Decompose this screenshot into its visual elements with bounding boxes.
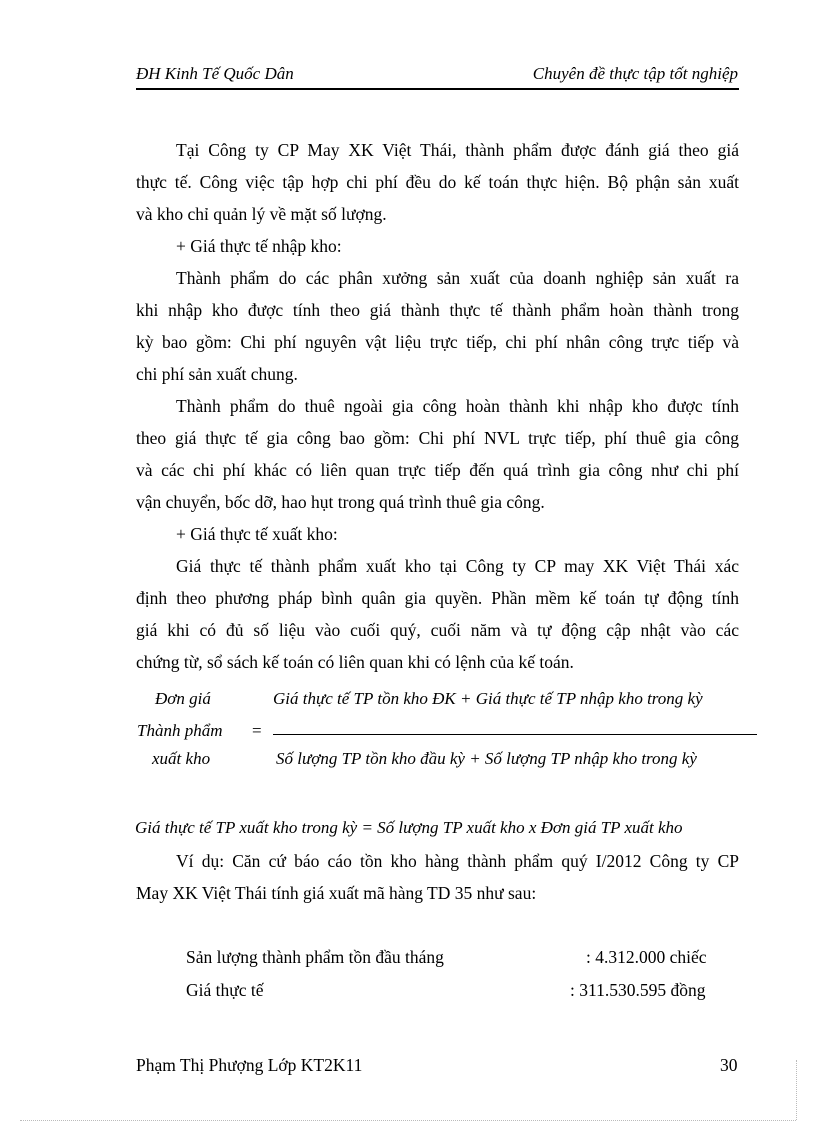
row-value: : 4.312.000 chiếc <box>586 947 707 967</box>
row-label: Sản lượng thành phẩm tồn đầu tháng <box>186 947 444 967</box>
body-line: kỳ bao gồm: Chi phí nguyên vật liệu trực tiếp, chi phí nhân công trực tiếp và <box>136 332 739 352</box>
body-line: chi phí sản xuất chung. <box>136 364 298 384</box>
body-line: giá khi có đủ số liệu vào cuối quý, cuối năm và tự động cập nhật vào các <box>136 620 739 640</box>
fraction-bar <box>273 734 757 735</box>
page-header-left: ĐH Kinh Tế Quốc Dân <box>136 64 294 83</box>
example-line: Ví dụ: Căn cứ báo cáo tồn kho hàng thành phẩm quý I/2012 Công ty CP <box>176 851 739 871</box>
formula-equals: = <box>252 721 262 740</box>
formula-lhs-line3: xuất kho <box>152 749 211 768</box>
body-line: + Giá thực tế xuất kho: <box>176 524 338 544</box>
page-number: 30 <box>720 1055 738 1075</box>
formula-numerator: Giá thực tế TP tồn kho ĐK + Giá thực tế TP nhập kho trong kỳ <box>273 689 703 708</box>
body-line: khi nhập kho được tính theo giá thành thực tế thành phẩm hoàn thành trong <box>136 300 739 320</box>
formula-lhs-line1: Đơn giá <box>155 689 211 708</box>
row-label: Giá thực tế <box>186 980 264 1000</box>
body-line: Giá thực tế thành phẩm xuất kho tại Công ty CP may XK Việt Thái xác <box>176 556 739 576</box>
footer-author: Phạm Thị Phượng Lớp KT2K11 <box>136 1055 363 1075</box>
page-edge-dots-vertical <box>796 1060 797 1120</box>
formula-denominator: Số lượng TP tồn kho đầu kỳ + Số lượng TP nhập kho trong kỳ <box>276 749 697 768</box>
body-line: + Giá thực tế nhập kho: <box>176 236 342 256</box>
example-line: May XK Việt Thái tính giá xuất mã hàng TD 35 như sau: <box>136 883 537 903</box>
page-header-right: Chuyên đề thực tập tốt nghiệp <box>532 64 738 83</box>
body-line: và kho chỉ quản lý về mặt số lượng. <box>136 204 387 224</box>
formula-lhs-line2: Thành phẩm <box>137 721 223 740</box>
row-value: : 311.530.595 đồng <box>570 980 706 1000</box>
formula-issue-price: Giá thực tế TP xuất kho trong kỳ = Số lượng TP xuất kho x Đơn giá TP xuất kho <box>135 818 683 837</box>
header-rule <box>136 88 739 90</box>
body-line: vận chuyển, bốc dỡ, hao hụt trong quá trình thuê gia công. <box>136 492 545 512</box>
body-line: chứng từ, sổ sách kế toán có liên quan khi có lệnh của kế toán. <box>136 652 574 672</box>
body-line: theo giá thực tế gia công bao gồm: Chi phí NVL trực tiếp, phí thuê gia công <box>136 428 739 448</box>
body-line: thực tế. Công việc tập hợp chi phí đều do kế toán thực hiện. Bộ phận sản xuất <box>136 172 739 192</box>
body-line: Thành phẩm do các phân xưởng sản xuất của doanh nghiệp sản xuất ra <box>176 268 739 288</box>
page-edge-dots <box>20 1120 796 1121</box>
body-line: định theo phương pháp bình quân gia quyền. Phần mềm kế toán tự động tính <box>136 588 739 608</box>
body-line: Tại Công ty CP May XK Việt Thái, thành phẩm được đánh giá theo giá <box>176 140 739 160</box>
body-line: và các chi phí khác có liên quan trực tiếp đến quá trình gia công như chi phí <box>136 460 739 480</box>
body-line: Thành phẩm do thuê ngoài gia công hoàn thành khi nhập kho được tính <box>176 396 739 416</box>
